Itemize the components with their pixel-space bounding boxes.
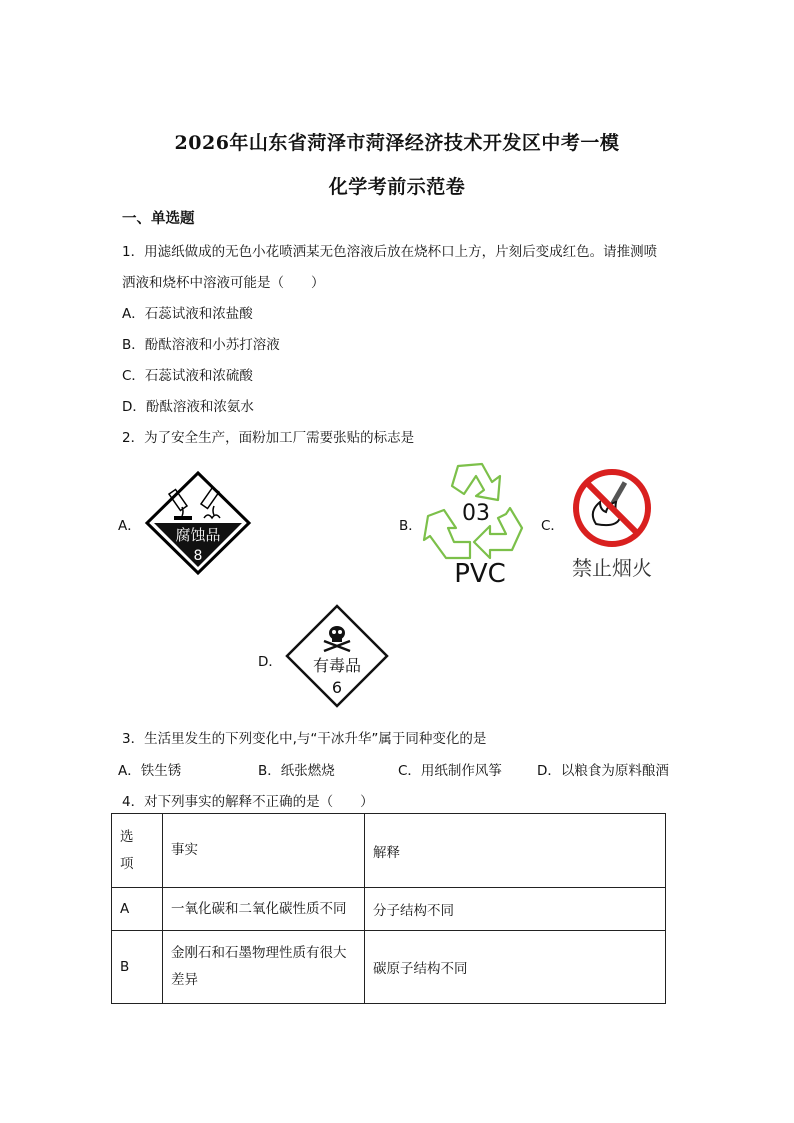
q2-option-a-label: A． <box>118 518 141 534</box>
row-explain: 分子结构不同 <box>365 888 666 931</box>
q2-option-c-label: C． <box>541 518 564 534</box>
no-fire-sign-text: 禁止烟火 <box>572 556 652 580</box>
row-option: A <box>112 888 163 931</box>
row-fact-line2: 差异 <box>171 972 198 988</box>
row-fact-line1: 金刚石和石墨物理性质有很大 <box>171 945 347 961</box>
no-fire-sign-icon <box>560 462 664 582</box>
header-option <box>112 814 163 888</box>
q2-option-b-label: B． <box>399 518 422 534</box>
q4-stem: 4．对下列事实的解释不正确的是（ ） <box>122 794 374 810</box>
q1-option-c: C．石蕊试液和浓硫酸 <box>122 368 253 384</box>
toxic-sign-number: 6 <box>331 678 343 697</box>
q1-option-d: D．酚酞溶液和浓氨水 <box>122 399 254 415</box>
toxic-sign-icon <box>284 603 390 709</box>
q3-option-d: D．以粮食为原料酿酒 <box>537 763 669 779</box>
row-fact: 一氧化碳和二氧化碳性质不同 <box>163 888 365 931</box>
corrosive-sign-number: 8 <box>193 548 203 564</box>
table-row <box>112 888 666 931</box>
header-explain: 解释 <box>365 814 666 888</box>
table-row <box>112 931 666 1004</box>
q3-option-b: B．纸张燃烧 <box>258 763 335 779</box>
q2-option-d-label: D． <box>258 654 282 670</box>
row-explain: 碳原子结构不同 <box>365 931 666 1004</box>
header-option-line2: 项 <box>120 855 134 872</box>
recycle-material: PVC <box>454 559 506 588</box>
table-header-row <box>112 814 666 888</box>
q1-stem-line1: 1．用滤纸做成的无色小花喷洒某无色溶液后放在烧杯口上方，片刻后变成红色。请推测喷 <box>122 244 658 260</box>
section-heading: 一、单选题 <box>122 211 195 227</box>
q1-stem-line2: 洒液和烧杯中溶液可能是（ ） <box>122 275 325 291</box>
page-title: 2026年山东省菏泽市菏泽经济技术开发区中考一模 <box>174 132 620 154</box>
header-fact: 事实 <box>163 814 365 888</box>
q2-stem: 2．为了安全生产，面粉加工厂需要张贴的标志是 <box>122 430 415 446</box>
corrosive-sign-text: 腐蚀品 <box>175 526 221 544</box>
q1-option-a: A．石蕊试液和浓盐酸 <box>122 306 253 322</box>
header-option-line1: 选 <box>120 828 134 845</box>
q3-stem: 3．生活里发生的下列变化中,与“干冰升华”属于同种变化的是 <box>122 731 487 747</box>
row-fact <box>163 931 365 1004</box>
q1-option-b: B．酚酞溶液和小苏打溶液 <box>122 337 280 353</box>
recycle-code: 03 <box>462 501 490 526</box>
facts-table <box>111 813 666 1004</box>
q3-option-c: C．用纸制作风筝 <box>398 763 502 779</box>
page-subtitle: 化学考前示范卷 <box>328 176 466 198</box>
q3-option-a: A．铁生锈 <box>118 763 182 779</box>
recycle-pvc-icon <box>420 458 532 588</box>
toxic-sign-text: 有毒品 <box>312 656 362 675</box>
row-option: B <box>112 931 163 1004</box>
corrosive-sign-icon <box>144 470 252 576</box>
